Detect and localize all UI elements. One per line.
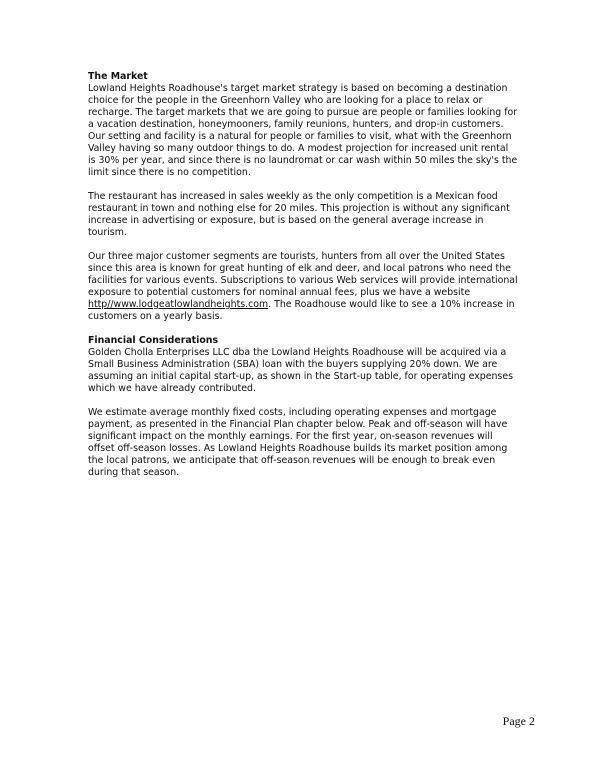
section-heading: Financial Considerations [88,335,219,346]
section-financial-considerations [88,335,518,479]
financial-paragraph-2: We estimate average monthly fixed costs, including operating expenses and mortgage payment, as presented in the Financial Plan chapter below. Peak and off-season will have significant impact on the monthly earnings. For the first year, on-season revenues will offset off-season losses. As Lowland Heights Roadhouse builds its market position among the local patrons, we anticipate that off-season revenues will be enough to break even during that season. [88,407,508,478]
market-paragraph-2: The restaurant has increased in sales weekly as the only competition is a Mexican food restaurant in town and nothing else for 20 miles. This projection is without any significant increase in advertising or exposure, but is based on the general average increase in tourism. [88,191,510,238]
section-the-market [88,71,518,323]
segments-text-after-link: . The Roadhouse would like to see a 10% increase in customers on a yearly basis. [88,299,515,322]
page-body [88,71,518,491]
market-paragraph-1: Lowland Heights Roadhouse's target market strategy is based on becoming a destination choice for the people in the Greenhorn Valley who are looking for a place to relax or recharge. The target markets that we are going to pursue are people or families looking for a vacation destination, honeymooners, family reunions, hunters, and drop-in customers. Our setting and facility is a natural for people or families to visit, what with the Greenhorn Valley having so many outdoor things to do. A modest projection for increased unit rental is 30% per year, and since there is no laundromat or car wash within 50 miles the sky's the limit since there is no competition. [88,83,518,178]
customer-segments-paragraph [88,251,518,323]
website-link[interactable]: http//www.lodgeatlowlandheights.com [88,299,269,310]
segments-text-before-link: Our three major customer segments are tourists, hunters from all over the United States since this area is known for great hunting of elk and deer, and local patrons who need the facilities for various events. Subscriptions to various Web services will provide international exposure to potential customers for nominal annual fees, plus we have a website [88,251,518,298]
page-number: Page 2 [502,714,535,728]
section-heading: The Market [88,71,148,82]
financial-paragraph-1: Golden Cholla Enterprises LLC dba the Lowland Heights Roadhouse will be acquired via a Small Business Administration (SBA) loan with the buyers supplying 20% down. We are assuming an initial capital start-up, as shown in the Start-up table, for operating expenses which we have already contributed. [88,347,513,394]
